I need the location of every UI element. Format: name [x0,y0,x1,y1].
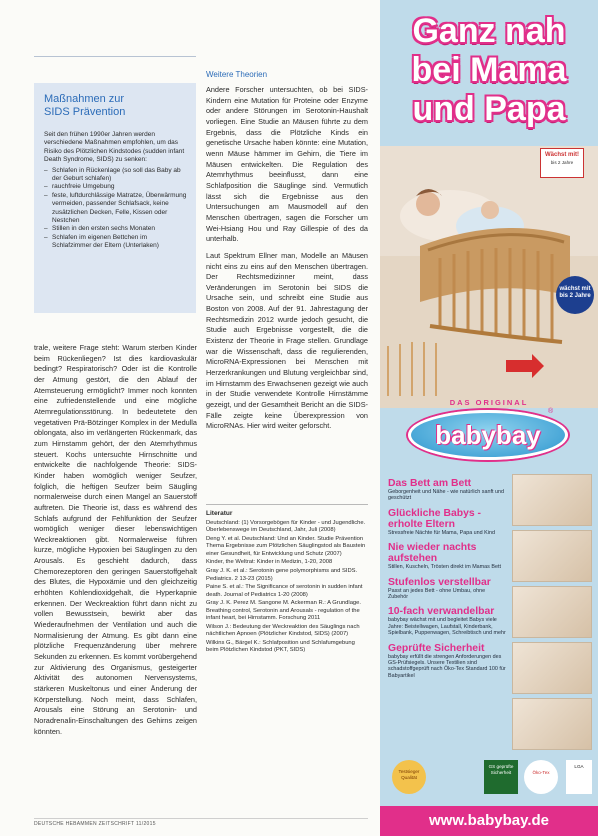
selling-point [388,577,506,601]
registered-mark: ® [548,408,554,415]
quality-seal: Öko-Tex [524,760,558,794]
info-box-title-line1: Maßnahmen zur [44,93,125,105]
article-text-left: trale, weitere Frage steht: Warum sterben Kinder beim Rückenliegen? Ist dies kardiovaskulär bedingt? Respiratorisch? Oder ist die Kontrolle der Atmung gestört, die den Ablauf der Atemsteuerung ermöglicht? Immer noch konnten eine zufriedenstellende und eine mögliche Atemregulationsstörung. In bedeutetete den vegetativen Prä-Bötzinger Komplex in der Medulla oblongata, also im verlängerten Rückenmark, das zum Hirnstamm gehört, der den Atemrhythmus steuert. Kochs untersuchte Hirnschnitte und entwickelte die nachfolgende Theorie: SIDS-Kinder haben womöglich weniger Seufzer, folglich, die heftigen Seufzer beim Säugling normalerweise durch einen Mangel an Sauerstoff auftreten. Die Theorie ist, dass es während des Schlafs aufgrund der Fehlfunktion der Seufzer womöglich weniger dieser lebenswichtigen Weckreaktionen gibt. Normalerweise führen kurze, mögliche Hypoxien bei Säuglingen zu den Arousals. Es geschieht dadurch, dass Chemorezeptoren den geringen Sauerstoffgehalt des Blutes, die Hypoxämie und den gleichzeitig erhöhten Kohlendioxidgehalt, die Hyperkapnie erkennen. Der Weckreaktion führt dann nicht zu vollen Bewusstsein, bewirkt aber das Wiederaufnehmen der Ventilation und auch die Normalisierung der Atmung. Es gibt dann eine plötzliche Frequenzänderung über mehrere Sekunden zu erkennen. Es kommt vorübergehend zur Aktivierung des Organismus, gesteigerter Aktivität des autonomen Nervensystems, stärkeren Muskeltonus und einer Änderung der Körperstellung. Noch meint, dass Schlafen, Arousals eine Störung an Serotonin- und Noradrenalin-Einschaltungen des Gehirns zeigen könnten. [34,343,197,736]
literature-entry: Wilson J.: Bedeutung der Weckreaktion des Säuglings nach nächtlichen Apnoen (Plötzlicher Kindstod, SIDS) (2007) [206,623,360,638]
ad-logo-arc-text: DAS ORIGINAL [449,398,529,407]
selling-point [388,606,506,636]
ad-headline-line: Ganz nah [412,12,566,50]
info-box-title-line2: SIDS Prävention [44,106,126,118]
ad-badge-grows [540,148,584,178]
info-box-item: – Stillen in den ersten sechs Monaten [44,225,188,233]
babybay-logo-text: babybay [435,420,541,450]
selling-point-text: Geborgenheit und Nähe - wie natürlich sanft und geschützt [388,489,504,502]
info-box-list [44,167,188,251]
info-box-item: – feste, luftdurchlässige Matratze, Überwärmung vermeiden, passender Schlafsack, keine zusätzlichen Decken, Felle, Kissen oder Nestchen [44,192,188,226]
info-box-title [44,93,196,119]
literature-entry: Paine S. et al.: The Significance of serotonin in sudden infant death. Journal of Pediatrics 1-20 (2008) [206,584,363,598]
selling-point-headline: 10-fach verwandelbar [388,606,495,618]
selling-point [388,643,506,680]
literature-entry: Deng Y. et al. Deutschland: Und an Kinder. Studie Prävention Thema Ergebnisse zum Plötzlichen Säuglingstod als Baustein einer Gesundheit, für Entwicklung und Schutz (2007) [206,536,366,557]
ad-badge-subtext: bis 2 Jahre [550,160,574,165]
selling-point-headline: Glückliche Babys - erholte Eltern [388,507,481,530]
selling-point-text: babybay wächst mit und begleitet Babys viele Jahre: Beistellwagen, Laufstall, Kinderbank, Spielbank, Puppenwagen, Schreibtisch und mehr [388,617,506,637]
literature-section [206,510,368,656]
product-thumbnail [512,586,592,638]
selling-point [388,478,506,502]
info-box-item: – rauchfreie Umgebung [44,183,188,191]
ad-selling-points [388,478,506,685]
literature-entry: Deutschland: (1) Vorsorgebögen für Kinder - und Jugendliche. Überlebenswege im Deutschland, Jahr, Juli (2008) [206,520,366,534]
quality-seal: GS geprüfte Sicherheit [484,760,518,794]
ad-headline-line: und Papa [412,90,566,128]
ad-round-badge: wächst mit bis 2 Jahre [556,276,594,314]
selling-point [388,508,506,536]
ad-headline [380,12,598,129]
literature-entry: Kinder, the Weltrat: Kinder in Medizin, 1-20, 2008 [206,559,333,566]
article-paragraph: Laut Spektrum Ellner man, Modelle an Mäusen nicht eins zu eins auf den Menschen übertragen. Der Rechtsmedizinner meint, dass Veränderungen im Serotonin bei SIDS die Ursache sein, und schreibt eine Studie aus Boston von 2008. Auf der 91. Jahrestagung der Rechtsmedizin 2012 wurde jedoch gesucht, die Studie auch Ergebnisse vorgestellt, die die Existenz der Theorie in Frage stellen. Grundlage war die Wissenschaft, dass die regulierenden, MicroRNA-Expressionen bei Menschen mit Herzerkrankungen und Blutung vergleichbar sind, im Hirnstamm des Erwachsenen gezeigt wie auch in der Studie verwendete Kontrolle Hirnstämme gezeigt, und der Gesamtheit Bericht an die SIDS-Fälle zeigte keine Überexpression von MicroRNAs. Hier wird weiter geforscht. [206,250,368,431]
ad-product-thumbnails [512,474,592,754]
article-column-right [206,70,368,432]
ad-photo-family-bed [380,146,598,408]
selling-point-text: Stressfreie Nächte für Mama, Papa und Kind [388,529,495,536]
selling-point-text: babybay erfüllt die strengen Anforderungen des GS-Prüfsiegels. Unsere Textilien sind schadstoffgeprüft nach Öko-Tex Standard 100 für Babyartikel [388,653,506,679]
babybay-logo [408,410,568,460]
info-box-item: – Schlafen in Rückenlage (so soll das Baby ab der Geburt schlafen) [44,167,188,184]
selling-point-text: Stillen, Kuscheln, Trösten direkt im Mamas Bett [388,564,501,571]
info-box-item: – Schlafen im eigenen Bettchen im Schlafzimmer der Eltern (Unterlaken) [44,234,188,251]
article-paragraph: Andere Forscher untersuchten, ob bei SIDS-Kindern eine Mutation für Proteine oder Enzyme oder andere Störungen im Serotonin-Haushalt vorliegen. Eine Studie an Mäusen führte zu dem Ergebnis, dass die Plötzliche Kinds ein genetische Ursache haben könnte: eine Mutation, wenn Mäuse hämmer im Gehirn, die Tiere im Mäusen entwickelten. Die Regulation des Atemrhythmus beeinflusst, dann eine Schlafposition die Säuglinge sind. Vermutlich lässt sich die Ergebnisse aus den Untersuchungen am Mausmodell auf den Menschen übertragen, sagen die Forscher um Wei-Hsiang Hou und Ray Gillespie of des da unterhalb. [206,85,368,244]
crib-illustration [380,146,598,408]
quality-seal: LGA [566,760,592,794]
selling-point-headline: Stufenlos verstellbar [388,576,491,588]
literature-entry: Wilkins G., Bärgel K.: Schlafposition und Schlafumgebung beim Plötzlichen Kindstod (PKT, SIDS) [206,639,355,654]
literature-entry: Gray J. K. et al.: Serotonin gene polymorphisms and SIDS. Pediatrics. 2 13-23 (2015) [206,568,358,582]
literature-entry: Gray J. K. Perez M. Sangone M. Ackerman R.: A Grundlage. Breathing control, Serotonin and Arousals - regulation of the infant heart, bei Hirnstamm. Forschung 2011 [206,600,361,622]
selling-point-headline: Geprüfte Sicherheit [388,642,485,654]
product-thumbnail [512,474,592,526]
selling-point-text: Passt an jedes Bett - ohne Umbau, ohne Zubehör [388,587,486,601]
ad-badge-text: Wächst mit! [544,152,579,158]
article-column-left [34,343,197,821]
ad-headline-line: bei Mama [411,51,567,89]
section-heading: Weitere Theorien [206,70,268,79]
product-thumbnail [512,642,592,694]
ad-url-bar [380,806,598,836]
product-thumbnail [512,698,592,750]
advertisement [380,0,598,836]
footer-rule [34,818,368,819]
top-rule [34,56,196,57]
ad-quality-seals [380,760,598,812]
selling-point [388,542,506,570]
literature-heading: Literatur [206,510,233,517]
product-thumbnail [512,530,592,582]
info-box-intro: Seit den frühen 1990er Jahren werden verschiedene Maßnahmen empfohlen, um das Risiko des Plötzlichen Kindstodes (sudden infant Death Syndrome, SIDS) zu senken: [44,131,185,164]
page-footer: DEUTSCHE HEBAMMEN ZEITSCHRIFT 11/2015 [34,821,156,827]
info-box [34,83,196,313]
ad-url-text: www.babybay.de [428,812,550,829]
quality-seal: Testsieger Qualität [392,760,426,794]
selling-point-headline: Das Bett am Bett [388,478,472,489]
literature-rule [206,504,368,505]
selling-point-headline: Nie wieder nachts aufstehen [388,542,477,565]
